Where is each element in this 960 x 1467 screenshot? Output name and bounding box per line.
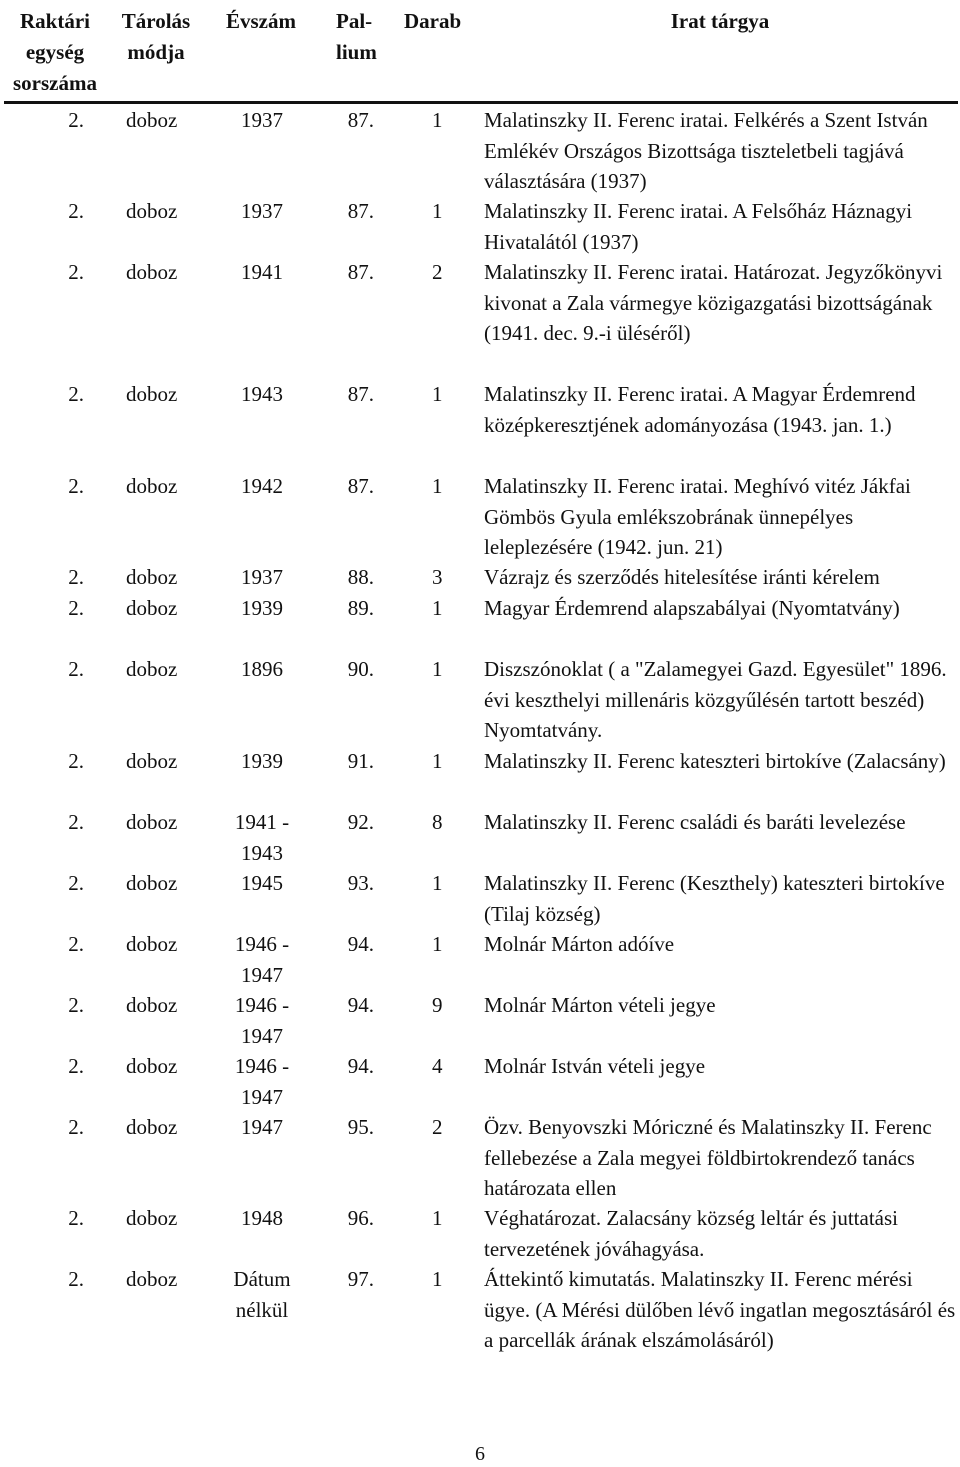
cell-subject: Malatinszky II. Ferenc iratai. A Magyar Érdemrend középkeresztjének adományozása (1943. jan. 1.) (484, 382, 916, 437)
cell-unit: 2. (68, 260, 84, 284)
cell-storage: doboz (126, 565, 178, 589)
header-count: Darab (404, 9, 462, 33)
header-unit: Raktári egység sorszáma (13, 9, 97, 95)
cell-count: 9 (432, 993, 443, 1017)
header-pallium: Pal- lium (336, 9, 377, 64)
cell-subject: Molnár Márton vételi jegye (484, 993, 716, 1017)
cell-year: 1946 - 1947 (234, 1054, 290, 1109)
cell-pallium: 87. (347, 474, 374, 498)
cell-count: 1 (432, 932, 443, 956)
cell-storage: doboz (126, 474, 178, 498)
cell-unit: 2. (68, 596, 84, 620)
cell-storage: doboz (126, 749, 178, 773)
cell-storage: doboz (126, 382, 178, 406)
cell-count: 1 (432, 382, 443, 406)
cell-count: 1 (432, 596, 443, 620)
cell-unit: 2. (68, 810, 84, 834)
page-number: 6 (475, 1443, 485, 1465)
cell-subject: Diszszónoklat ( a "Zalamegyei Gazd. Egyesület" 1896. évi keszthelyi millenáris közgyűlésén tartott beszéd) Nyomtatvány. (484, 657, 947, 742)
cell-subject: Molnár Márton adóíve (484, 932, 675, 956)
cell-count: 1 (432, 108, 443, 132)
header-subject: Irat tárgya (670, 9, 770, 33)
cell-subject: Malatinszky II. Ferenc (Keszthely) kateszteri birtokíve (Tilaj község) (484, 871, 945, 926)
cell-year: 1948 (241, 1206, 283, 1230)
cell-unit: 2. (68, 1267, 84, 1291)
cell-pallium: 92. (347, 810, 374, 834)
cell-storage: doboz (126, 199, 178, 223)
cell-storage: doboz (126, 260, 178, 284)
cell-year: 1939 (241, 596, 283, 620)
cell-count: 1 (432, 749, 443, 773)
cell-count: 3 (432, 565, 443, 589)
cell-unit: 2. (68, 108, 84, 132)
cell-year: 1946 - 1947 (234, 993, 290, 1048)
cell-count: 1 (432, 199, 443, 223)
cell-year: 1937 (241, 199, 283, 223)
cell-unit: 2. (68, 199, 84, 223)
cell-year: 1939 (241, 749, 283, 773)
table-header (0, 0, 960, 104)
cell-count: 8 (432, 810, 443, 834)
cell-year: 1941 - 1943 (234, 810, 290, 865)
cell-pallium: 96. (347, 1206, 374, 1230)
header-divider (4, 101, 958, 104)
cell-year: 1942 (241, 474, 283, 498)
cell-subject: Malatinszky II. Ferenc kateszteri birtokíve (Zalacsány) (484, 749, 946, 773)
cell-pallium: 87. (347, 260, 374, 284)
cell-unit: 2. (68, 382, 84, 406)
cell-storage: doboz (126, 108, 178, 132)
cell-subject: Molnár István vételi jegye (484, 1054, 706, 1078)
cell-unit: 2. (68, 1054, 84, 1078)
cell-count: 1 (432, 657, 443, 681)
cell-year: 1896 (241, 657, 283, 681)
cell-storage: doboz (126, 1206, 178, 1230)
cell-count: 2 (432, 1115, 443, 1139)
cell-subject: Özv. Benyovszki Móriczné és Malatinszky II. Ferenc fellebezése a Zala megyei földbirtokrendező tanács határozata ellen (484, 1115, 932, 1200)
cell-subject: Malatinszky II. Ferenc iratai. Felkérés a Szent István Emlékév Országos Bizottsága tiszteletbeli tagjává választására (1937) (484, 108, 928, 193)
cell-unit: 2. (68, 474, 84, 498)
cell-pallium: 89. (347, 596, 374, 620)
cell-count: 1 (432, 871, 443, 895)
cell-pallium: 91. (347, 749, 374, 773)
cell-year: 1937 (241, 108, 283, 132)
cell-unit: 2. (68, 657, 84, 681)
cell-pallium: 88. (347, 565, 374, 589)
cell-year: 1946 - 1947 (234, 932, 290, 987)
cell-subject: Vázrajz és szerződés hitelesítése iránti kérelem (484, 565, 880, 589)
cell-year: 1945 (241, 871, 283, 895)
cell-year: 1937 (241, 565, 283, 589)
cell-pallium: 90. (347, 657, 374, 681)
cell-unit: 2. (68, 932, 84, 956)
cell-year: 1941 (241, 260, 283, 284)
header-storage: Tárolás módja (121, 9, 191, 64)
cell-storage: doboz (126, 596, 178, 620)
cell-unit: 2. (68, 565, 84, 589)
cell-unit: 2. (68, 1206, 84, 1230)
cell-pallium: 93. (347, 871, 374, 895)
header-year: Évszám (226, 9, 296, 33)
cell-count: 1 (432, 1267, 443, 1291)
cell-subject: Malatinszky II. Ferenc családi és baráti levelezése (484, 810, 906, 834)
cell-year: Dátum nélkül (233, 1267, 291, 1322)
cell-storage: doboz (126, 1115, 178, 1139)
cell-count: 1 (432, 1206, 443, 1230)
cell-storage: doboz (126, 657, 178, 681)
cell-count: 4 (432, 1054, 443, 1078)
cell-pallium: 94. (347, 1054, 374, 1078)
cell-pallium: 97. (347, 1267, 374, 1291)
cell-storage: doboz (126, 993, 178, 1017)
cell-subject: Véghatározat. Zalacsány község leltár és juttatási tervezetének jóváhagyása. (484, 1206, 898, 1261)
cell-year: 1947 (241, 1115, 283, 1139)
cell-pallium: 87. (347, 199, 374, 223)
cell-subject: Malatinszky II. Ferenc iratai. Határozat. Jegyzőkönyvi kivonat a Zala vármegye közigazgatási bizottságának (1941. dec. 9.-i üléséről) (484, 260, 943, 345)
cell-subject: Áttekintő kimutatás. Malatinszky II. Ferenc mérési ügye. (A Mérési dülőben lévő ingatlan megosztásáról és a parcellák árának elszámolásáról) (484, 1267, 956, 1352)
cell-subject: Malatinszky II. Ferenc iratai. Meghívó vitéz Jákfai Gömbös Gyula emlékszobrának ünnepélyes leleplezésére (1942. jun. 21) (484, 474, 911, 559)
cell-unit: 2. (68, 993, 84, 1017)
cell-pallium: 87. (347, 382, 374, 406)
cell-subject: Malatinszky II. Ferenc iratai. A Felsőház Háznagyi Hivatalától (1937) (484, 199, 913, 254)
cell-storage: doboz (126, 932, 178, 956)
cell-storage: doboz (126, 810, 178, 834)
cell-subject: Magyar Érdemrend alapszabályai (Nyomtatvány) (484, 596, 900, 620)
cell-storage: doboz (126, 1054, 178, 1078)
cell-pallium: 94. (347, 993, 374, 1017)
cell-pallium: 87. (347, 108, 374, 132)
cell-unit: 2. (68, 749, 84, 773)
cell-unit: 2. (68, 1115, 84, 1139)
cell-pallium: 94. (347, 932, 374, 956)
cell-year: 1943 (241, 382, 283, 406)
cell-count: 2 (432, 260, 443, 284)
cell-pallium: 95. (347, 1115, 374, 1139)
cell-unit: 2. (68, 871, 84, 895)
cell-storage: doboz (126, 1267, 178, 1291)
cell-storage: doboz (126, 871, 178, 895)
cell-count: 1 (432, 474, 443, 498)
